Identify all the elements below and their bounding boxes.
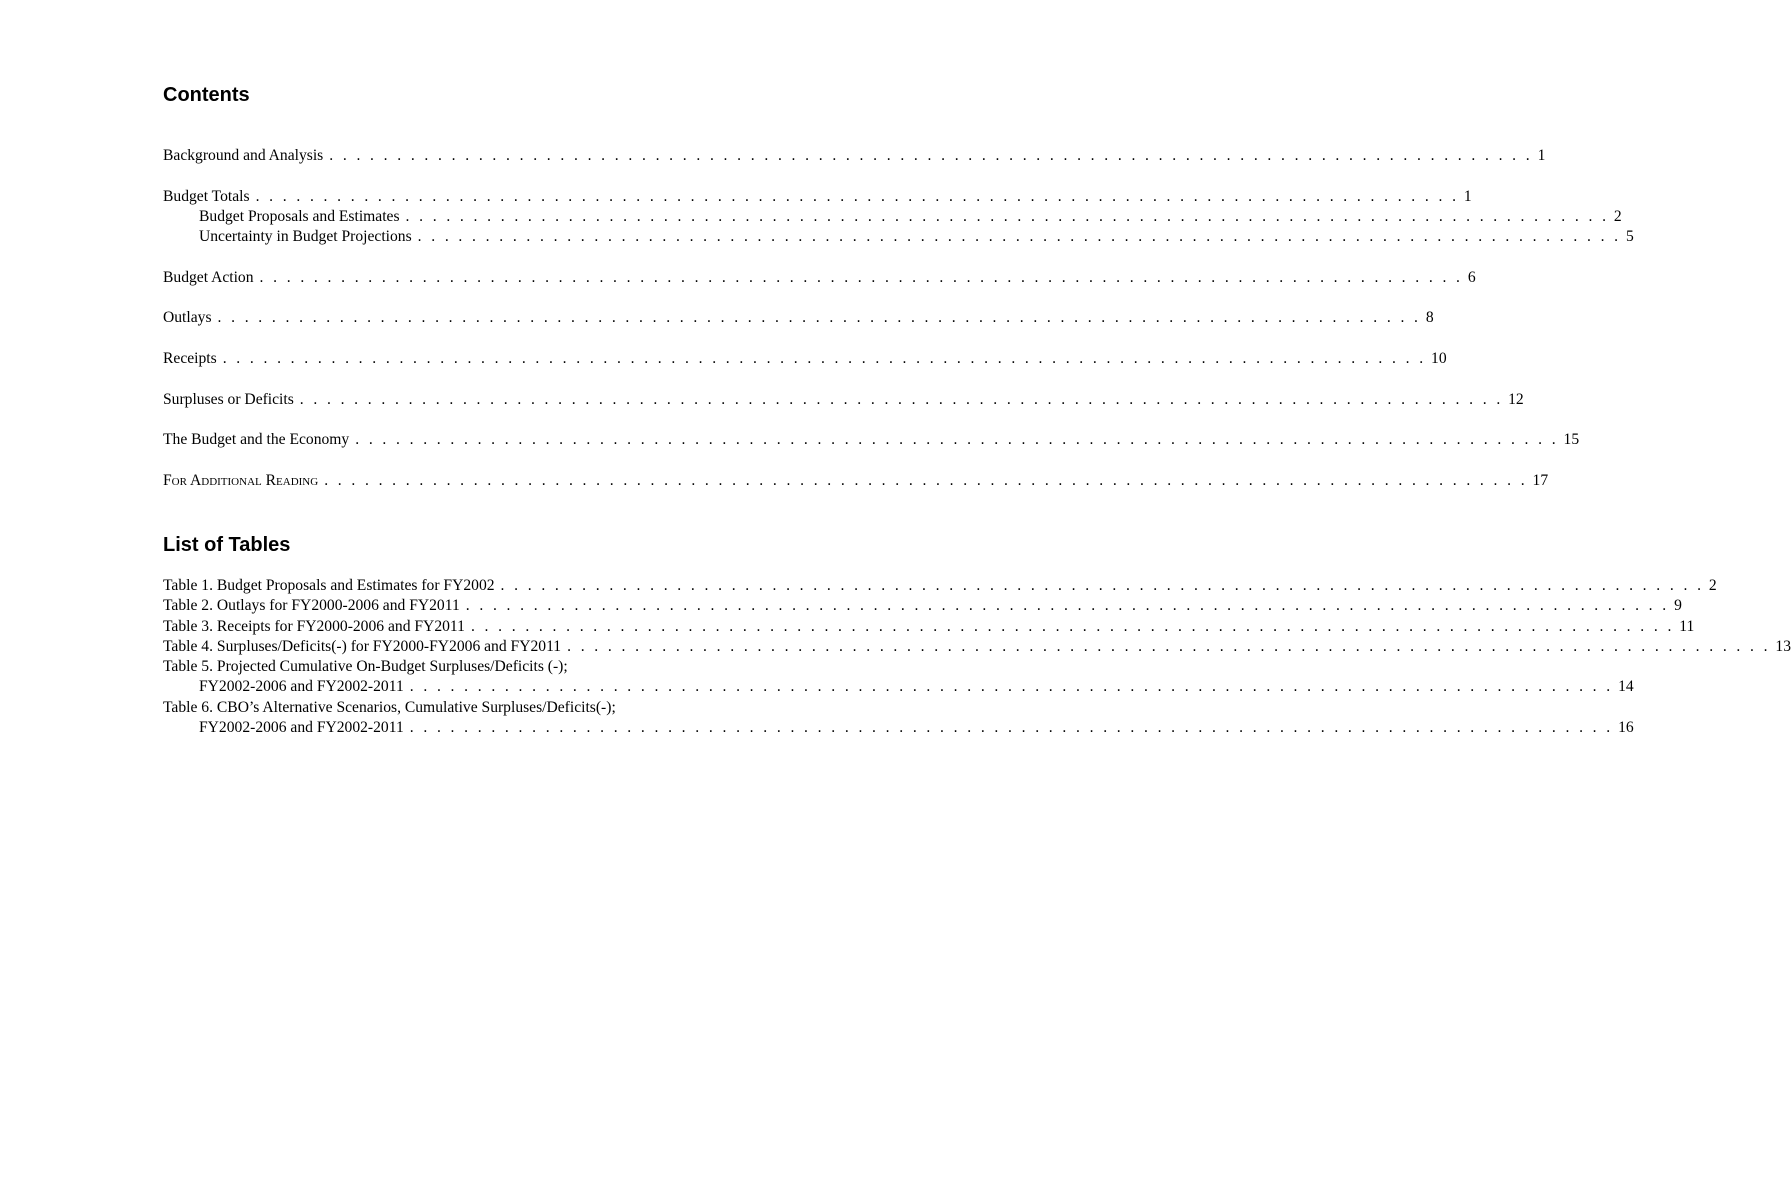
table-entry-label-continued: FY2002-2006 and FY2002-2011 bbox=[199, 719, 404, 737]
table-entry-page: 9 bbox=[1674, 597, 1682, 615]
toc-entry-label: For Additional Reading bbox=[163, 471, 319, 489]
toc-entry-label: Uncertainty in Budget Projections bbox=[199, 228, 412, 246]
toc-entry-page: 6 bbox=[1467, 268, 1476, 286]
list-of-tables-heading: List of Tables bbox=[163, 534, 291, 556]
dot-leader: . . . . . . . . . . . . . . . . . . . . . . . . . . . . . . . . . . . . . . . . . . . . . . . . . . . . . . . . . . . . . . . . . . . . . . . . . . . . . . . . . . . . . . . . . bbox=[222, 349, 1427, 367]
table-entry-page: 13 bbox=[1775, 637, 1791, 655]
table-entry-label-continued: FY2002-2006 and FY2002-2011 bbox=[199, 678, 404, 696]
dot-leader: . . . . . . . . . . . . . . . . . . . . . . . . . . . . . . . . . . . . . . . . . . . . . . . . . . . . . . . . . . . . . . . . . . . . . . . . . . . . . . . . . . . . . . . . . bbox=[409, 678, 1614, 696]
dot-leader: . . . . . . . . . . . . . . . . . . . . . . . . . . . . . . . . . . . . . . . . . . . . . . . . . . . . . . . . . . . . . . . . . . . . . . . . . . . . . . . . . . . . . . . . . bbox=[470, 617, 1675, 635]
toc-entry-label: Surpluses or Deficits bbox=[163, 390, 294, 408]
dot-leader: . . . . . . . . . . . . . . . . . . . . . . . . . . . . . . . . . . . . . . . . . . . . . . . . . . . . . . . . . . . . . . . . . . . . . . . . . . . . . . . . . . . . . . . . . bbox=[355, 431, 1559, 449]
toc-entry[interactable] bbox=[163, 349, 1447, 369]
toc-entry-page: 1 bbox=[1537, 147, 1546, 164]
dot-leader: . . . . . . . . . . . . . . . . . . . . . . . . . . . . . . . . . . . . . . . . . . . . . . . . . . . . . . . . . . . . . . . . . . . . . . . . . . . . . . . . . . . . . . . . . bbox=[259, 268, 1463, 286]
dot-leader: . . . . . . . . . . . . . . . . . . . . . . . . . . . . . . . . . . . . . . . . . . . . . . . . . . . . . . . . . . . . . . . . . . . . . . . . . . . . . . . . . . . . . . . . . bbox=[255, 187, 1459, 205]
table-entry-page: 11 bbox=[1679, 617, 1695, 635]
contents-list bbox=[163, 146, 1634, 491]
toc-entry-page: 8 bbox=[1425, 309, 1434, 327]
toc-entry[interactable] bbox=[163, 390, 1524, 410]
table-entry[interactable] bbox=[163, 698, 1634, 739]
table-entry[interactable] bbox=[163, 617, 1695, 637]
table-entry-label: Table 3. Receipts for FY2000-2006 and FY2011 bbox=[163, 617, 465, 635]
table-entry[interactable] bbox=[163, 576, 1717, 596]
toc-entry-label: Receipts bbox=[163, 349, 217, 367]
dot-leader: . . . . . . . . . . . . . . . . . . . . . . . . . . . . . . . . . . . . . . . . . . . . . . . . . . . . . . . . . . . . . . . . . . . . . . . . . . . . . . . . . . . . . . . . . bbox=[329, 147, 1533, 164]
dot-leader: . . . . . . . . . . . . . . . . . . . . . . . . . . . . . . . . . . . . . . . . . . . . . . . . . . . . . . . . . . . . . . . . . . . . . . . . . . . . . . . . . . . . . . . . . bbox=[299, 390, 1504, 408]
dot-leader: . . . . . . . . . . . . . . . . . . . . . . . . . . . . . . . . . . . . . . . . . . . . . . . . . . . . . . . . . . . . . . . . . . . . . . . . . . . . . . . . . . . . . . . . . bbox=[465, 597, 1670, 615]
toc-subentry[interactable] bbox=[163, 227, 1634, 247]
table-entry-label: Table 2. Outlays for FY2000-2006 and FY2011 bbox=[163, 597, 460, 615]
table-entry-page: 2 bbox=[1708, 577, 1717, 594]
toc-entry[interactable] bbox=[163, 430, 1580, 450]
dot-leader: . . . . . . . . . . . . . . . . . . . . . . . . . . . . . . . . . . . . . . . . . . . . . . . . . . . . . . . . . . . . . . . . . . . . . . . . . . . . . . . . . . . . . . . . . bbox=[500, 577, 1704, 594]
toc-entry-label: Background and Analysis bbox=[163, 147, 324, 164]
toc-entry[interactable] bbox=[163, 146, 1546, 166]
dot-leader: . . . . . . . . . . . . . . . . . . . . . . . . . . . . . . . . . . . . . . . . . . . . . . . . . . . . . . . . . . . . . . . . . . . . . . . . . . . . . . . . . . . . . . . . . bbox=[567, 637, 1771, 655]
toc-entry-label: Outlays bbox=[163, 309, 212, 327]
toc-entry-page: 15 bbox=[1563, 431, 1580, 449]
toc-entry[interactable] bbox=[163, 187, 1472, 207]
toc-entry-label: Budget Action bbox=[163, 268, 254, 286]
toc-entry-page: 2 bbox=[1613, 207, 1622, 225]
dot-leader: . . . . . . . . . . . . . . . . . . . . . . . . . . . . . . . . . . . . . . . . . . . . . . . . . . . . . . . . . . . . . . . . . . . . . . . . . . . . . . . . . . . . . . . . . bbox=[217, 309, 1421, 327]
toc-entry[interactable] bbox=[163, 308, 1434, 328]
contents-heading: Contents bbox=[163, 84, 250, 106]
toc-subentry[interactable] bbox=[163, 207, 1622, 227]
table-entry-page: 16 bbox=[1618, 719, 1634, 737]
toc-entry-label: Budget Proposals and Estimates bbox=[199, 207, 400, 225]
toc-entry-page: 10 bbox=[1431, 349, 1447, 367]
toc-entry-page: 17 bbox=[1532, 471, 1549, 489]
dot-leader: . . . . . . . . . . . . . . . . . . . . . . . . . . . . . . . . . . . . . . . . . . . . . . . . . . . . . . . . . . . . . . . . . . . . . . . . . . . . . . . . . . . . . . . . . bbox=[405, 207, 1609, 225]
table-entry-page: 14 bbox=[1618, 678, 1634, 696]
table-entry-label: Table 4. Surpluses/Deficits(-) for FY2000-FY2006 and FY2011 bbox=[163, 637, 562, 655]
dot-leader: . . . . . . . . . . . . . . . . . . . . . . . . . . . . . . . . . . . . . . . . . . . . . . . . . . . . . . . . . . . . . . . . . . . . . . . . . . . . . . . . . . . . . . . . . bbox=[409, 719, 1614, 737]
toc-entry-label: Budget Totals bbox=[163, 187, 250, 205]
toc-entry-page: 1 bbox=[1463, 187, 1472, 205]
dot-leader: . . . . . . . . . . . . . . . . . . . . . . . . . . . . . . . . . . . . . . . . . . . . . . . . . . . . . . . . . . . . . . . . . . . . . . . . . . . . . . . . . . . . . . . . . bbox=[324, 471, 1528, 489]
table-entry-label: Table 6. CBO’s Alternative Scenarios, Cumulative Surpluses/Deficits(-); bbox=[163, 698, 616, 716]
toc-entry[interactable] bbox=[163, 471, 1549, 491]
table-entry[interactable] bbox=[163, 596, 1682, 616]
toc-entry[interactable] bbox=[163, 268, 1476, 288]
table-entry-label: Table 5. Projected Cumulative On-Budget Surpluses/Deficits (-); bbox=[163, 658, 568, 676]
table-entry-label: Table 1. Budget Proposals and Estimates for FY2002 bbox=[163, 577, 495, 594]
tables-list bbox=[163, 576, 1791, 738]
dot-leader: . . . . . . . . . . . . . . . . . . . . . . . . . . . . . . . . . . . . . . . . . . . . . . . . . . . . . . . . . . . . . . . . . . . . . . . . . . . . . . . . . . . . . . . . . bbox=[417, 228, 1621, 246]
toc-entry-page: 12 bbox=[1508, 390, 1524, 408]
toc-entry-page: 5 bbox=[1625, 228, 1634, 246]
table-entry[interactable] bbox=[163, 657, 1634, 698]
toc-entry-label: The Budget and the Economy bbox=[163, 431, 350, 449]
table-entry[interactable] bbox=[163, 637, 1791, 657]
